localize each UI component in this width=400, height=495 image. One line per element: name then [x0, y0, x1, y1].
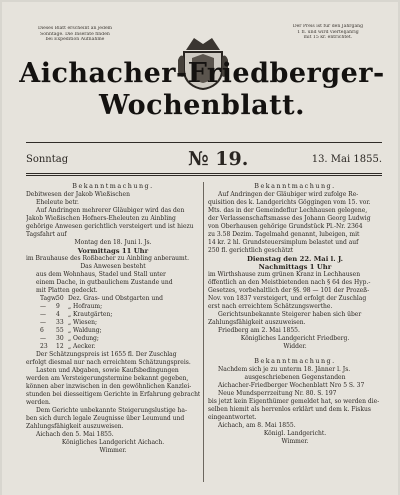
table-cell: 23	[40, 343, 48, 350]
table-row	[26, 295, 200, 303]
masthead-title-line1: Aichacher-Friedberger-	[19, 58, 385, 89]
issue-day: Sonntag	[26, 154, 69, 165]
announcement-heading: Bekanntmachung.	[254, 182, 336, 190]
text-line: erfolgt diesmal nur nach erreichtem Schätzungspreis.	[26, 359, 191, 366]
signature-name: Widder.	[283, 343, 307, 350]
table-cell: —	[40, 319, 46, 326]
text-line: aus dem Wohnhaus, Stadel und Stall unter	[36, 271, 166, 278]
text-line: Nachdem sich je zu unterm 18. Jänner l. Js.	[218, 366, 351, 373]
notice-line: Sonntage. Die Inserate finden	[40, 31, 110, 37]
table-cell: 33	[56, 319, 64, 326]
table-cell: 6	[40, 327, 44, 334]
table-row	[26, 319, 200, 327]
price-notice	[278, 24, 378, 41]
text-line: 14 kr. 2 hl. Grundsteuersimplum belastet und auf	[208, 239, 359, 246]
text-line: Vormittags 11 Uhr	[77, 247, 149, 255]
table-row	[26, 303, 200, 311]
signature-name: Wimmer.	[99, 447, 127, 454]
text-line: Mts. das in der Gemeindeflur Lechhausen gelegene,	[208, 207, 368, 214]
signature-name: Wimmer.	[281, 438, 309, 445]
text-line: Gerichtsunbekannte Steigerer haben sich über	[218, 311, 362, 318]
notice-line: 1 fl. und wird vierteljährig	[297, 29, 359, 35]
text-line: eingeantwortet.	[208, 414, 257, 421]
text-line: Gesetzes, vorbehaltlich der §§. 98 — 101 der Prozeß-	[208, 287, 370, 294]
text-line: 250 fl. gerichtlich geschätzt	[208, 247, 294, 254]
text-line: Aichach den 5. Mai 1855.	[36, 431, 114, 438]
signature-office: Königliches Landgericht Friedberg.	[240, 335, 350, 342]
table-cell: 30	[56, 335, 64, 342]
text-line: Auf Andringen der Gläubiger wird zufolge Re-	[218, 191, 359, 198]
text-line: Auf Andringen mehrerer Gläubiger wird das den	[36, 207, 185, 214]
table-cell: „ Wiesen;	[68, 319, 98, 326]
text-line: bis jetzt kein Eigenthümer gemeldet hat, so werden die-	[208, 398, 380, 405]
masthead-title-line2: Wochenblatt.	[99, 90, 305, 121]
text-line: quisition des k. Landgerichts Göggingen vom 15. vor.	[208, 199, 371, 206]
table-cell: Dez. Gras- und Obstgarten und	[68, 295, 163, 302]
text-line: Friedberg am 2. Mai 1855.	[218, 327, 300, 334]
text-line: mit Platten gedeckt.	[36, 287, 98, 294]
text-line: Aichacher-Friedberger Wochenblatt Nro 5 S. 37	[218, 382, 365, 389]
text-line: Montag den 18. Juni l. Js.	[74, 239, 152, 246]
table-cell: —	[40, 311, 46, 318]
table-cell: „ Krautgärten;	[68, 311, 113, 318]
notice-line: Dieses Blatt erscheint an jedem	[37, 26, 113, 31]
text-line: Tagsfahrt auf	[26, 231, 67, 238]
subscription-notice	[26, 26, 124, 43]
header-rule-top	[26, 142, 382, 143]
table-row	[26, 343, 200, 351]
text-line: Nov. von 1837 versteigert, und erfolgt der Zuschlag	[208, 295, 367, 302]
text-line: gehörige Anwesen gerichtlich versteigert und ist hiezu	[26, 223, 194, 230]
text-line: Eheleute betr.	[36, 199, 79, 206]
table-cell: „ Oedung;	[68, 335, 99, 342]
header-rule-double	[26, 175, 382, 176]
header-rule-bottom	[26, 173, 382, 174]
issue-date: 13. Mai 1855.	[311, 154, 382, 165]
table-cell: „ Hofraum;	[68, 303, 103, 310]
signature-office: Königliches Landgericht Aichach.	[61, 439, 165, 446]
right-column	[208, 182, 382, 446]
table-row	[26, 335, 200, 343]
table-row	[26, 327, 200, 335]
text-line: Das Anwesen besteht	[80, 263, 146, 270]
announcement-heading: Bekanntmachung.	[254, 357, 336, 365]
table-cell: Tagw.	[40, 295, 58, 302]
table-cell: —	[40, 335, 46, 342]
issue-number: № 19.	[188, 148, 249, 170]
text-line: im Wirthshause zum grünen Kranz in Lechhausen	[208, 271, 361, 278]
left-column	[26, 182, 200, 455]
text-line: stunden bei diesseitigem Gerichte in Erfahrung gebracht	[26, 391, 200, 398]
text-line: erst nach erreichtem Schätzungswerthe.	[208, 303, 333, 310]
table-cell: 55	[56, 327, 64, 334]
land-table	[26, 295, 200, 351]
text-line: einem Dache, in gutbaulichem Zustande und	[36, 279, 173, 286]
text-line: werden am Versteigerungstermine bekannt gegeben,	[26, 375, 189, 382]
text-line: ben sich durch legale Zeugnisse über Leumund und	[26, 415, 185, 422]
text-line: Lasten und Abgaben, sowie Kaufsbedingungen	[36, 367, 179, 374]
text-line: Neue Mundsperrzeitung Nr. 80. S. 197	[218, 390, 337, 397]
table-cell: 50	[56, 295, 64, 302]
notice-line: mit 15 kr. entrichtet.	[303, 35, 353, 41]
text-line: zu 3.58 Dezim. Tagelmahd genannt, lubeigen, mit	[208, 231, 360, 238]
text-line: öffentlich an den Meistbietenden nach § 64 des Hyp.-	[208, 279, 371, 286]
column-divider	[203, 182, 204, 482]
announcement-heading: Bekanntmachung.	[72, 182, 154, 190]
table-cell: 9	[56, 303, 60, 310]
text-line: Der Schätzungspreis ist 1655 fl. Der Zuschlag	[36, 351, 177, 358]
text-line: im Brauhause des Roßbacher zu Ainbling anberaumt.	[26, 255, 190, 262]
text-line: Debitwesen der Jakob Wießischen	[26, 191, 130, 198]
table-cell: „ Aecker.	[68, 343, 96, 350]
text-line: ausgeschriebenen Gegenstanden	[244, 374, 346, 381]
table-cell: 4	[56, 311, 60, 318]
text-line: Zahlungsfähigkeit auszuweisen.	[208, 319, 306, 326]
text-line: Aichach, am 8. Mai 1855.	[218, 422, 296, 429]
table-cell: —	[40, 303, 46, 310]
notice-line: bei Expedition Aufnahme	[45, 37, 105, 43]
table-cell: „ Waldung;	[68, 327, 102, 334]
auction-time: Nachmittags 1 Uhr	[258, 263, 332, 271]
text-line: selben hiemit als herrenlos erklärt und dem k. Fiskus	[208, 406, 371, 413]
auction-date: Dienstag den 22. Mai l. J.	[246, 255, 344, 263]
text-line: Zahlungsfähigkeit auszuweisen.	[26, 423, 124, 430]
text-line: werden.	[26, 399, 51, 406]
text-line: der Verlassenschaftsmasse des Johann Georg Ludwig	[208, 215, 371, 222]
text-line: Jakob Wießischen Hofners-Eheleuten zu Ainbling	[26, 215, 176, 222]
text-line: Dem Gerichte unbekannte Steigerungslustige ha-	[36, 407, 187, 414]
issue-info	[26, 148, 382, 172]
newspaper-page	[2, 2, 398, 495]
text-line: von Oberhausen gehörige Grundstück Pl.-Nr. 2364	[208, 223, 363, 230]
text-line: können aber inzwischen in den gewöhnlichen Kanzlei-	[26, 383, 192, 390]
table-cell: 12	[56, 343, 64, 350]
notice-line: Der Preis ist für den Jahrgang	[292, 24, 364, 29]
table-row	[26, 311, 200, 319]
signature-office: Königl. Landgericht.	[263, 430, 327, 437]
